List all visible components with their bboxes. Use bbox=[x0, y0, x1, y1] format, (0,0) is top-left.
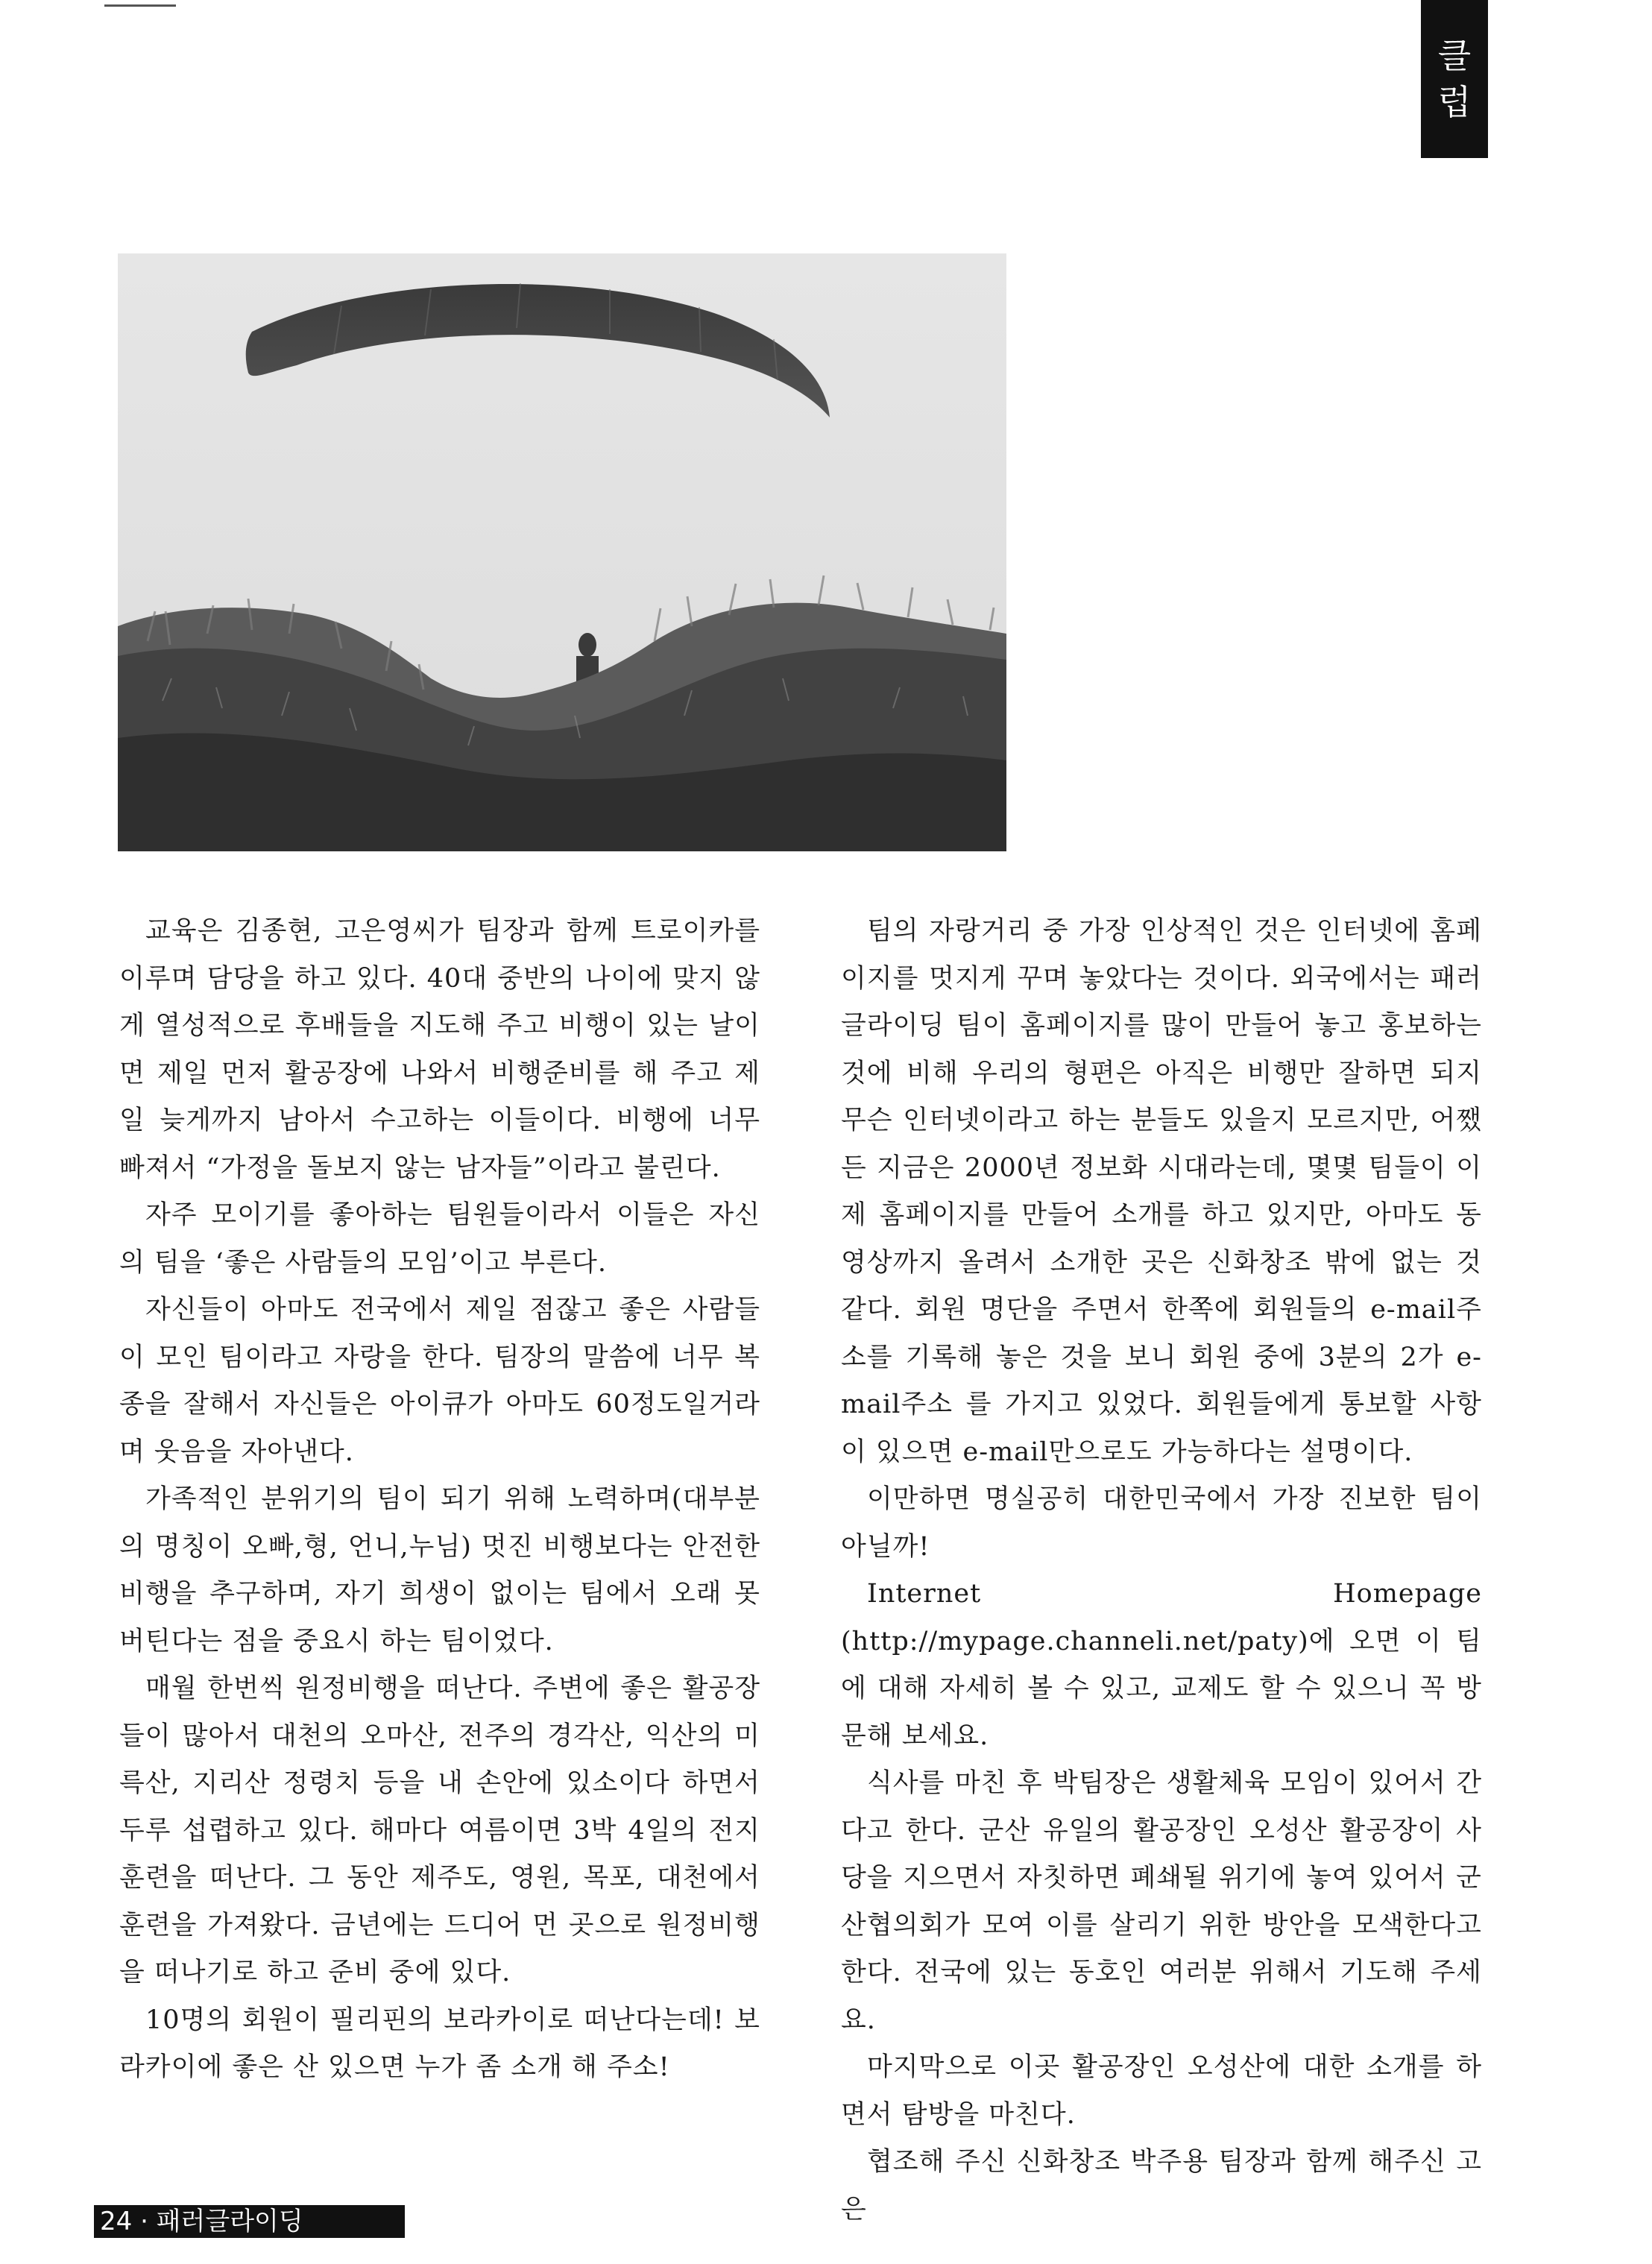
article-paragraph: 마지막으로 이곳 활공장인 오성산에 대한 소개를 하면서 탐방을 마친다. bbox=[841, 2052, 1482, 2130]
paraglider-photo bbox=[118, 253, 1006, 851]
article-paragraph: Internet Homepage (http://mypage.channeli.net/paty)에 오면 이 팀에 대해 자세히 볼 수 있고, 교제도 할 수 있으니 꼭 방문해 보세요. bbox=[841, 1579, 1482, 1751]
section-tab-line-1: 클 bbox=[1437, 36, 1472, 76]
article-paragraph: 가족적인 분위기의 팀이 되기 위해 노력하며(대부분의 명칭이 오빠,형, 언니,누님) 멋진 비행보다는 안전한 비행을 추구하며, 자기 희생이 없이는 팀에서 오래 못 버틴다는 점을 중요시 하는 팀이었다. bbox=[119, 1484, 760, 1656]
article-column-left bbox=[119, 908, 760, 2092]
section-tab-line-2: 럽 bbox=[1437, 82, 1472, 122]
top-rule bbox=[104, 4, 176, 7]
article-paragraph: 자신들이 아마도 전국에서 제일 점잖고 좋은 사람들이 모인 팀이라고 자랑을 한다. 팀장의 말씀에 너무 복종을 잘해서 자신들은 아이큐가 아마도 60정도일거라며 웃음을 자아낸다. bbox=[119, 1295, 760, 1467]
article-paragraph: 식사를 마친 후 박팀장은 생활체육 모임이 있어서 간다고 한다. 군산 유일의 활공장인 오성산 활공장이 사당을 지으면서 자칫하면 폐쇄될 위기에 놓여 있어서 군산협의회가 모여 이를 살리기 위한 방안을 모색한다고 한다. 전국에 있는 동호인 여러분 위해서 기도해 주세요. bbox=[841, 1768, 1482, 2035]
article-paragraph: 매월 한번씩 원정비행을 떠난다. 주변에 좋은 활공장들이 많아서 대천의 오마산, 전주의 경각산, 익산의 미륵산, 지리산 정령치 등을 내 손안에 있소이다 하면서 두루 섭렵하고 있다. 해마다 여름이면 3박 4일의 전지훈련을 떠난다. 그 동안 제주도, 영원, 목포, 대천에서 훈련을 가져왔다. 금년에는 드디어 먼 곳으로 원정비행을 떠나기로 하고 준비 중에 있다. bbox=[119, 1674, 760, 1987]
article-paragraph: 10명의 회원이 필리핀의 보라카이로 떠난다는데! 보라카이에 좋은 산 있으면 누가 좀 소개 해 주소! bbox=[119, 2005, 760, 2082]
page-footer-label: 24 · 패러글라이딩 bbox=[94, 2205, 405, 2238]
article-column-right bbox=[841, 908, 1482, 2233]
section-tab bbox=[1421, 0, 1488, 158]
article-paragraph: 자주 모이기를 좋아하는 팀원들이라서 이들은 자신의 팀을 ‘좋은 사람들의 모임’이고 부른다. bbox=[119, 1200, 760, 1278]
article-paragraph: 교육은 김종현, 고은영씨가 팀장과 함께 트로이카를 이루며 담당을 하고 있다. 40대 중반의 나이에 맞지 않게 열성적으로 후배들을 지도해 주고 비행이 있는 날이면 제일 먼저 활공장에 나와서 비행준비를 해 주고 제일 늦게까지 남아서 수고하는 이들이다. 비행에 너무 빠져서 “가정을 돌보지 않는 남자들”이라고 불린다. bbox=[119, 916, 760, 1183]
article-paragraph: 협조해 주신 신화창조 박주용 팀장과 함께 해주신 고은 bbox=[841, 2147, 1482, 2224]
article-paragraph: 이만하면 명실공히 대한민국에서 가장 진보한 팀이 아닐까! bbox=[841, 1484, 1482, 1562]
article-paragraph: 팀의 자랑거리 중 가장 인상적인 것은 인터넷에 홈페이지를 멋지게 꾸며 놓았다는 것이다. 외국에서는 패러글라이딩 팀이 홈페이지를 많이 만들어 놓고 홍보하는 것에 비해 우리의 형편은 아직은 비행만 잘하면 되지 무슨 인터넷이라고 하는 분들도 있을지 모르지만, 어쨌든 지금은 2000년 정보화 시대라는데, 몇몇 팀들이 이제 홈페이지를 만들어 소개를 하고 있지만, 아마도 동영상까지 올려서 소개한 곳은 신화창조 밖에 없는 것 같다. 회원 명단을 주면서 한쪽에 회원들의 e-mail주소를 기록해 놓은 것을 보니 회원 중에 3분의 2가 e-mail주소 를 가지고 있었다. 회원들에게 통보할 사항이 있으면 e-mail만으로도 가능하다는 설명이다. bbox=[841, 916, 1482, 1467]
